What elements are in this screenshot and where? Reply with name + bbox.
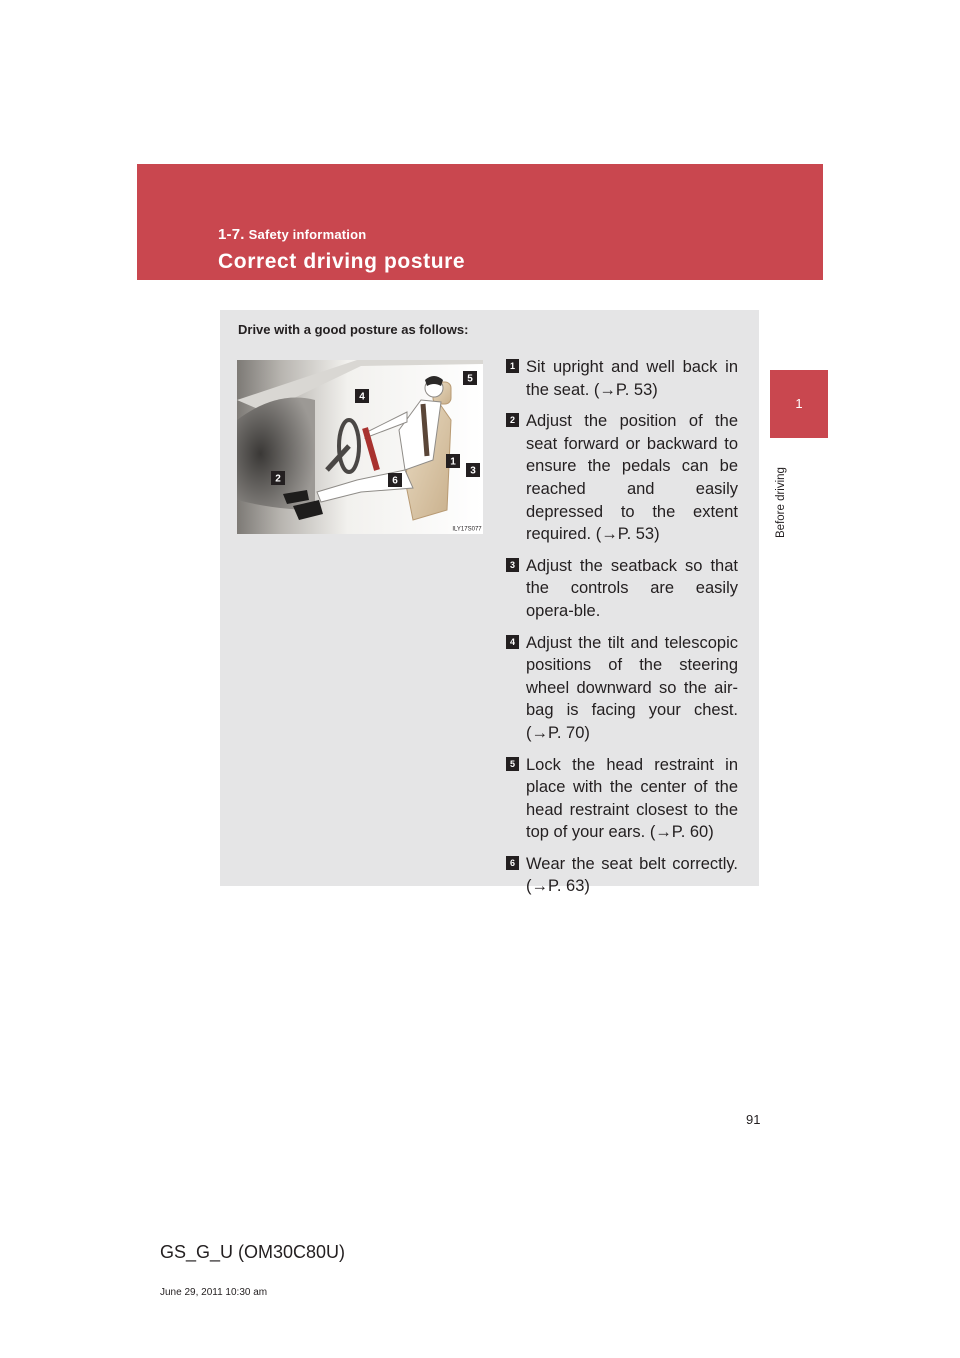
steps-list (506, 356, 738, 907)
callout-6-label: 6 (392, 475, 398, 487)
step-text: Wear the seat belt correctly. (→P. 63) (526, 854, 738, 896)
step-marker: 5 (506, 757, 519, 771)
step-marker: 1 (506, 359, 519, 373)
step-text: Lock the head restraint in place with the center of the head restraint closest to the top of your ears. (→P. 60) (526, 755, 738, 842)
chapter-name (774, 448, 790, 538)
list-item (506, 356, 738, 401)
step-text: Adjust the position of the seat forward or backward to ensure the pedals can be reached and easily depressed to the extent required. (→P. 53) (526, 412, 738, 544)
document-code: GS_G_U (OM30C80U) (160, 1242, 346, 1262)
step-marker: 4 (506, 635, 519, 649)
intro-text: Drive with a good posture as follows: (238, 322, 469, 337)
chapter-tab[interactable]: 1 (770, 370, 828, 438)
step-text: Adjust the seatback so that the controls are easily opera-ble. (526, 556, 738, 620)
step-text: Sit upright and well back in the seat. (→P. 53) (526, 358, 738, 399)
page-number: 91 (746, 1112, 761, 1127)
driving-posture-illustration (237, 360, 483, 534)
step-marker: 2 (506, 413, 519, 427)
section-number: 1-7. (218, 226, 245, 243)
list-item (506, 555, 738, 623)
step-marker: 3 (506, 558, 519, 572)
callout-5-label: 5 (467, 373, 473, 385)
section-label (218, 226, 366, 243)
page-title: Correct driving posture (218, 250, 466, 273)
list-item (506, 632, 738, 745)
print-date: June 29, 2011 10:30 am (160, 1287, 268, 1298)
step-text: Adjust the tilt and telescopic positions of the steering wheel downward so the air-bag is facing your chest. (→P. 70) (526, 633, 738, 742)
step-marker: 6 (506, 856, 519, 870)
list-item (506, 853, 738, 898)
callout-4-label: 4 (359, 391, 365, 403)
callout-3-label: 3 (470, 465, 476, 477)
chapter-name-label: Before driving (775, 467, 787, 538)
callout-2-label: 2 (275, 473, 281, 485)
callout-1-label: 1 (450, 456, 456, 468)
list-item (506, 410, 738, 546)
section-name: Safety information (248, 227, 367, 242)
illus-code: ILY17S077 (452, 526, 482, 533)
list-item (506, 754, 738, 844)
